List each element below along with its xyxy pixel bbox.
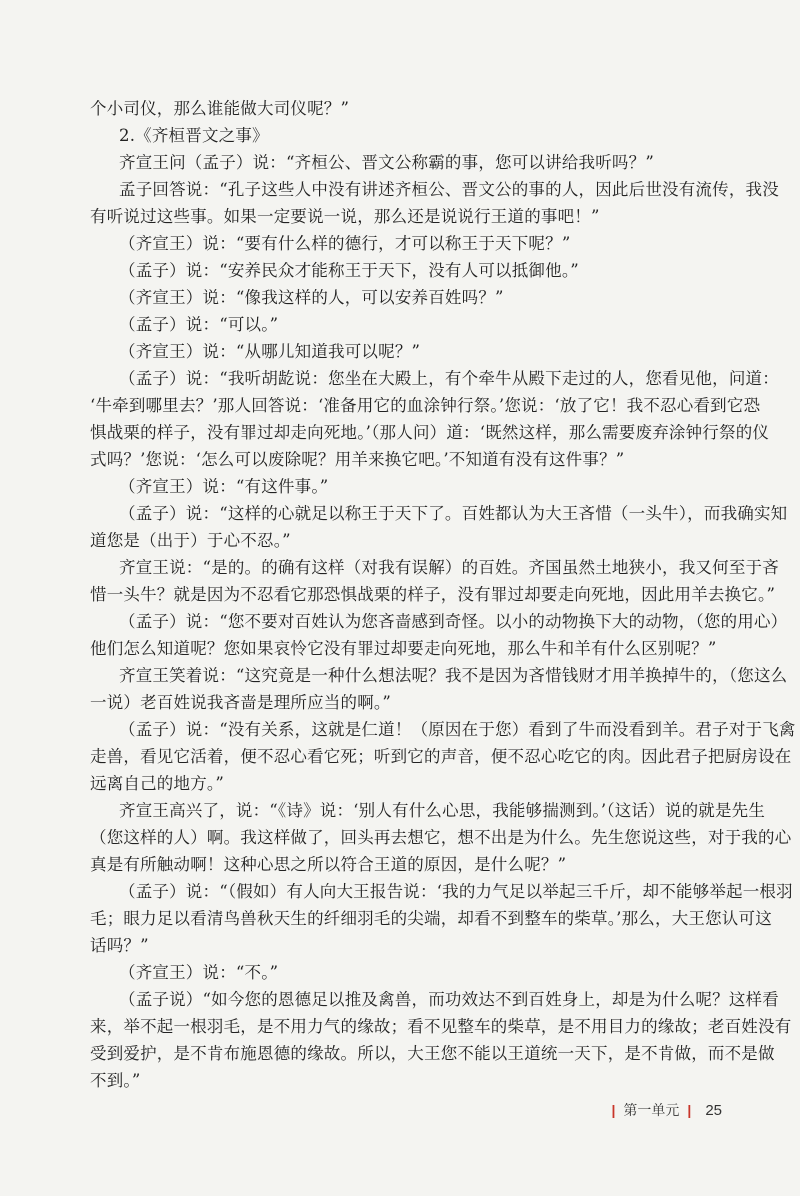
- text-line: 来，举不起一根羽毛，是不用力气的缘故；看不见整车的柴草，是不用目力的缘故；老百姓没有: [90, 1017, 792, 1036]
- text-line: （孟子）说：“您不要对百姓认为您吝啬感到奇怪。以小的动物换下大的动物，（您的用心）: [119, 612, 788, 631]
- section-heading: 2.《齐桓晋文之事》: [119, 126, 269, 145]
- text-line: （您这样的人）啊。我这样做了，回头再去想它，想不出是为什么。先生您说这些，对于我的心: [90, 828, 792, 847]
- text-line: 有听说过这些事。如果一定要说一说，那么还是说说行王道的事吧！”: [90, 207, 600, 226]
- footer-divider-right: |: [687, 1102, 692, 1118]
- text-line: 毛；眼力足以看清鸟兽秋天生的纤细羽毛的尖端，却看不到整车的柴草。’那么，大王您认可这: [90, 909, 772, 928]
- text-line: （孟子说）“如今您的恩德足以推及禽兽，而功效达不到百姓身上，却是为什么呢？这样看: [119, 990, 779, 1009]
- text-line: （齐宣王）说：“从哪儿知道我可以呢？”: [119, 342, 421, 361]
- page-number: 25: [705, 1101, 722, 1119]
- text-line: （孟子）说：“安养民众才能称王于天下，没有人可以抵御他。”: [119, 261, 579, 280]
- text-line: 式吗？’您说：‘怎么可以废除呢？用羊来换它吧。’不知道有没有这件事？”: [90, 450, 625, 469]
- text-line: 话吗？”: [90, 936, 149, 955]
- text-line: 孟子回答说：“孔子这些人中没有讲述齐桓公、晋文公的事的人，因此后世没有流传，我没: [119, 180, 779, 199]
- text-line: ‘牛牵到哪里去？’那人回答说：‘准备用它的血涂钟行祭。’您说：‘放了它！我不忍心看到它恐: [90, 396, 761, 415]
- text-line: 齐宣王高兴了，说：“《诗》说：‘别人有什么心思，我能够揣测到。’（这话）说的就是先生: [119, 801, 766, 820]
- text-line: 惧战栗的样子，没有罪过却走向死地。’（那人问）道：‘既然这样，那么需要废弃涂钟行祭的仪: [90, 423, 770, 442]
- text-line: 不到。”: [90, 1071, 141, 1090]
- footer-divider-left: |: [611, 1102, 616, 1118]
- text-line: 齐宣王说：“是的。的确有这样（对我有误解）的百姓。齐国虽然土地狭小，我又何至于吝: [119, 558, 779, 577]
- text-line: 齐宣王问（孟子）说：“齐桓公、晋文公称霸的事，您可以讲给我听吗？”: [119, 153, 654, 172]
- text-line: （孟子）说：“这样的心就足以称王于天下了。百姓都认为大王吝惜（一头牛），而我确实知: [119, 504, 788, 523]
- text-line: （孟子）说：“我听胡龁说：您坐在大殿上，有个牵牛从殿下走过的人，您看见他，问道：: [119, 369, 779, 388]
- text-line: （齐宣王）说：“像我这样的人，可以安养百姓吗？”: [119, 288, 504, 307]
- text-line: （孟子）说：“可以。”: [119, 315, 279, 334]
- text-line: 远离自己的地方。”: [90, 774, 224, 793]
- page-footer: [611, 1100, 722, 1120]
- text-line: 他们怎么知道呢？您如果哀怜它没有罪过却要走向死地，那么牛和羊有什么区别呢？”: [90, 639, 717, 658]
- text-line: 一说）老百姓说我吝啬是理所应当的啊。”: [90, 693, 391, 712]
- text-line: 道您是（出于）于心不忍。”: [90, 531, 291, 550]
- text-line: 走兽，看见它活着，便不忍心看它死；听到它的声音，便不忍心吃它的肉。因此君子把厨房设在: [90, 747, 792, 766]
- text-line: （孟子）说：“（假如）有人向大王报告说：‘我的力气足以举起三千斤，却不能够举起一根羽: [119, 882, 793, 901]
- text-line: （齐宣王）说：“不。”: [119, 963, 279, 982]
- text-line: 个小司仪，那么谁能做大司仪呢？”: [90, 99, 350, 118]
- text-line: 齐宣王笑着说：“这究竟是一种什么想法呢？我不是因为吝惜钱财才用羊换掉牛的，（您这么: [119, 666, 788, 685]
- text-line: （孟子）说：“没有关系，这就是仁道！（原因在于您）看到了牛而没看到羊。君子对于飞禽: [119, 720, 796, 739]
- text-line: 真是有所触动啊！这种心思之所以符合王道的原因，是什么呢？”: [90, 855, 567, 874]
- text-line: （齐宣王）说：“有这件事。”: [119, 477, 329, 496]
- unit-label: 第一单元: [623, 1102, 680, 1118]
- text-line: （齐宣王）说：“要有什么样的德行，才可以称王于天下呢？”: [119, 234, 571, 253]
- text-line: 受到爱护，是不肯布施恩德的缘故。所以，大王您不能以王道统一天下，是不肯做，而不是做: [90, 1044, 775, 1063]
- text-line: 惜一头牛？就是因为不忍看它那恐惧战栗的样子，没有罪过却要走向死地，因此用羊去换它。”: [90, 585, 776, 604]
